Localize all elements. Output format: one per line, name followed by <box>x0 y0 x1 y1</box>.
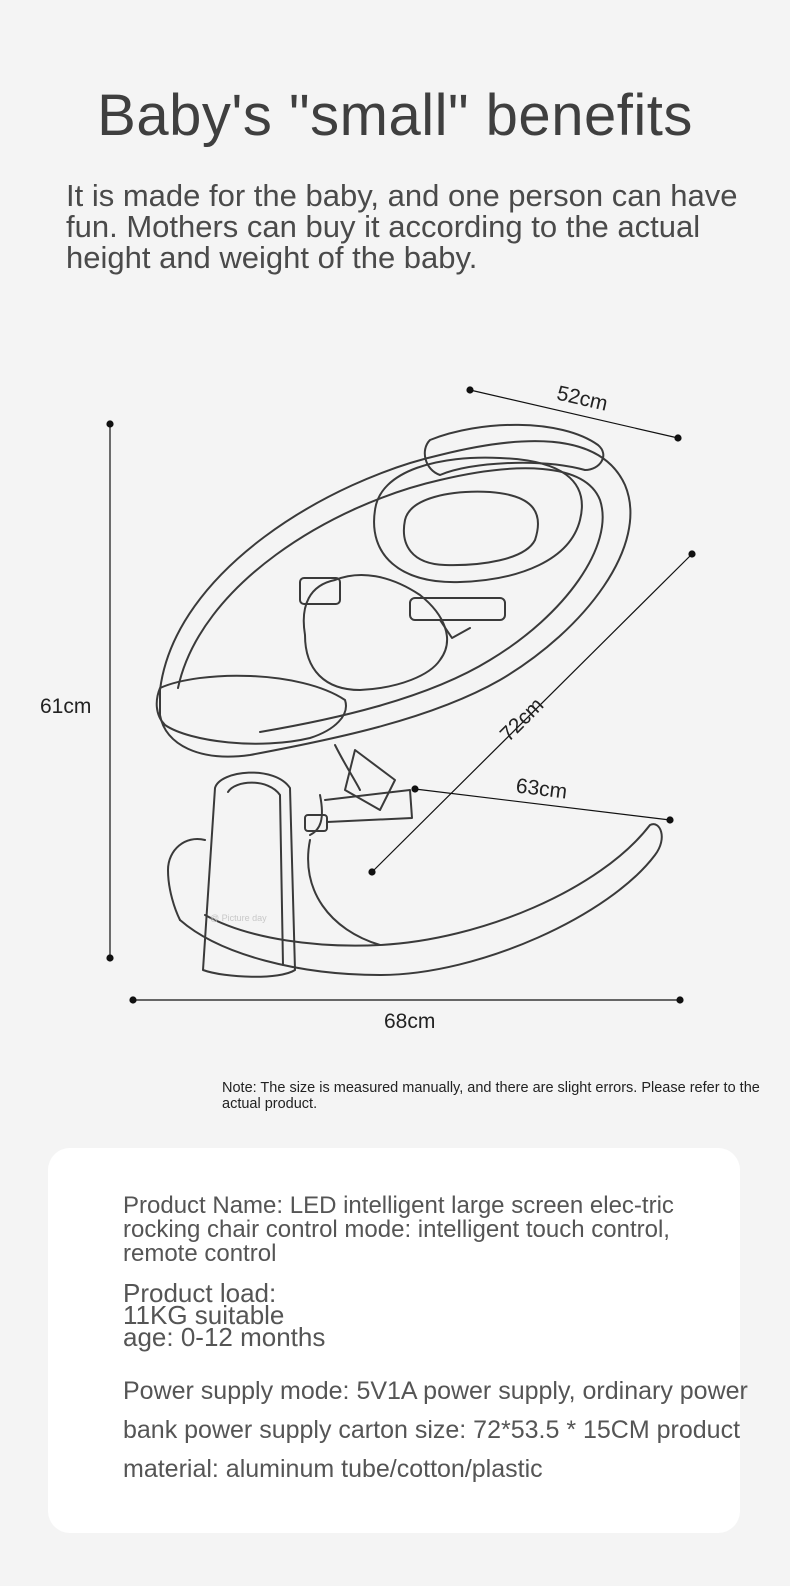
dimension-label-diagonal: 72cm <box>495 693 549 747</box>
dimension-dot <box>467 387 473 393</box>
hinge-clip <box>305 815 327 831</box>
footrest-outline <box>157 676 346 744</box>
page-title: Baby's "small" benefits <box>97 83 693 148</box>
dimension-dot <box>107 955 113 961</box>
spec-load-line: 11KG suitable <box>123 1300 285 1330</box>
head-pillow-inner <box>404 492 538 565</box>
base-back-curve <box>168 839 205 920</box>
harness-left-buckle <box>300 578 340 604</box>
harness-right-buckle <box>410 598 505 620</box>
dimension-dot <box>369 869 375 875</box>
spec-load-line: age: 0-12 months <box>123 1322 326 1352</box>
base-front-arc <box>308 840 380 945</box>
dimension-label-width: 68cm <box>384 1010 436 1033</box>
dimension-label-top: 52cm <box>554 381 610 416</box>
specs-card <box>48 1148 748 1533</box>
dimension-dot <box>412 786 418 792</box>
watermark: @ Picture day <box>210 913 267 923</box>
dimension-label-depth: 63cm <box>514 774 569 804</box>
dimension-dot <box>667 817 673 823</box>
intro-text: It is made for the baby, and one person can have fun. Mothers can buy it according to the actual height and weight of the baby. <box>66 178 738 275</box>
control-arm <box>325 790 412 822</box>
spec-product-name: Product Name: LED intelligent large screen elec-tric rocking chair control mode: intelligent touch control, remote control <box>123 1192 674 1267</box>
body-pad <box>304 575 447 690</box>
dimension-label-height: 61cm <box>40 695 92 718</box>
dimension-dot <box>107 421 113 427</box>
dimension-dot <box>677 997 683 1003</box>
dimension-dot <box>130 997 136 1003</box>
dimension-dot <box>689 551 695 557</box>
hinge-block <box>345 750 395 810</box>
seat-shell-inner <box>178 468 603 732</box>
spec-product-load <box>123 1278 683 1352</box>
rocker-base <box>180 824 662 975</box>
dimension-dot <box>675 435 681 441</box>
spec-load-line: Product load: <box>123 1278 277 1308</box>
seat-shell-outline <box>160 441 630 757</box>
rocking-chair-illustration <box>0 370 790 1050</box>
measurement-note: Note: The size is measured manually, and there are slight errors. Please refer to the actual product. <box>222 1080 760 1112</box>
spec-power-supply: Power supply mode: 5V1A power supply, ordinary power bank power supply carton size: 72*53.5 * 15CM product material: aluminum tube/cotton/plastic <box>123 1377 748 1483</box>
product-dimension-diagram <box>0 370 790 1050</box>
headrest-top <box>425 425 604 475</box>
